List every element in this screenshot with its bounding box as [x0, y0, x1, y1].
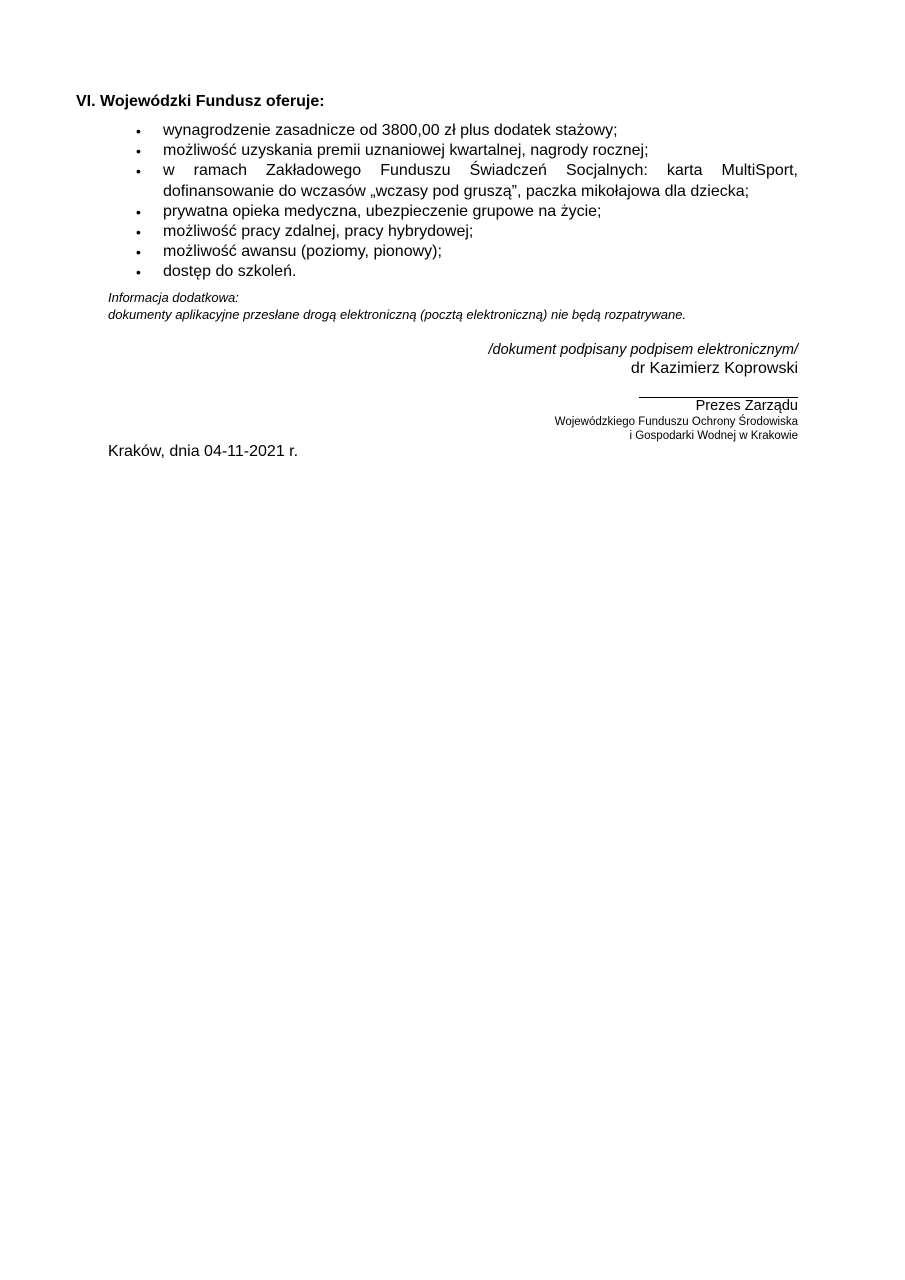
signatory-role: Prezes Zarządu [695, 398, 798, 414]
signatory-organization [555, 415, 798, 443]
list-item [136, 262, 798, 282]
bullet-icon: • [136, 123, 141, 139]
signature-note: /dokument podpisany podpisem elektronicznym/ [488, 342, 798, 358]
bullet-icon: • [136, 203, 141, 220]
bullet-icon: • [136, 264, 141, 281]
list-item-text: możliwość awansu (poziomy, pionowy); [163, 243, 442, 261]
list-item [136, 222, 798, 242]
list-item [136, 161, 798, 201]
bullet-icon: • [136, 224, 141, 241]
list-item-text: możliwość pracy zdalnej, pracy hybrydowej; [163, 223, 474, 241]
bullet-icon: • [136, 143, 141, 160]
list-item [136, 242, 798, 262]
bullet-icon: • [136, 244, 141, 261]
signatory-name: dr Kazimierz Koprowski [630, 360, 798, 377]
additional-info [108, 290, 686, 323]
list-item [136, 202, 798, 222]
signature-block [489, 341, 799, 378]
list-item-text: dostęp do szkoleń. [163, 263, 297, 281]
list-item-text: prywatna opieka medyczna, ubezpieczenie grupowe na życie; [163, 202, 602, 220]
list-item-text: wynagrodzenie zasadnicze od 3800,00 zł plus dodatek stażowy; [163, 122, 618, 139]
organization-line-1: Wojewódzkiego Funduszu Ochrony Środowiska [554, 416, 798, 428]
benefits-list [136, 121, 798, 283]
additional-info-label: Informacja dodatkowa: [108, 290, 239, 305]
place-date: Kraków, dnia 04-11-2021 r. [108, 443, 299, 460]
organization-line-2: i Gospodarki Wodnej w Krakowie [629, 430, 798, 442]
section-heading: VI. Wojewódzki Fundusz oferuje: [76, 93, 325, 110]
bullet-icon: • [136, 163, 141, 180]
list-item-text: w ramach Zakładowego Funduszu Świadczeń Socjalnych: karta MultiSport, dofinansowanie do wczasów „wczasy pod gruszą”, paczka mikołajowa dla dziecka; [163, 162, 798, 200]
additional-info-text: dokumenty aplikacyjne przesłane drogą elektroniczną (pocztą elektroniczną) nie będą rozpatrywane. [108, 306, 687, 322]
list-item [136, 121, 798, 141]
list-item [136, 141, 798, 161]
list-item-text: możliwość uzyskania premii uznaniowej kwartalnej, nagrody rocznej; [163, 142, 649, 160]
